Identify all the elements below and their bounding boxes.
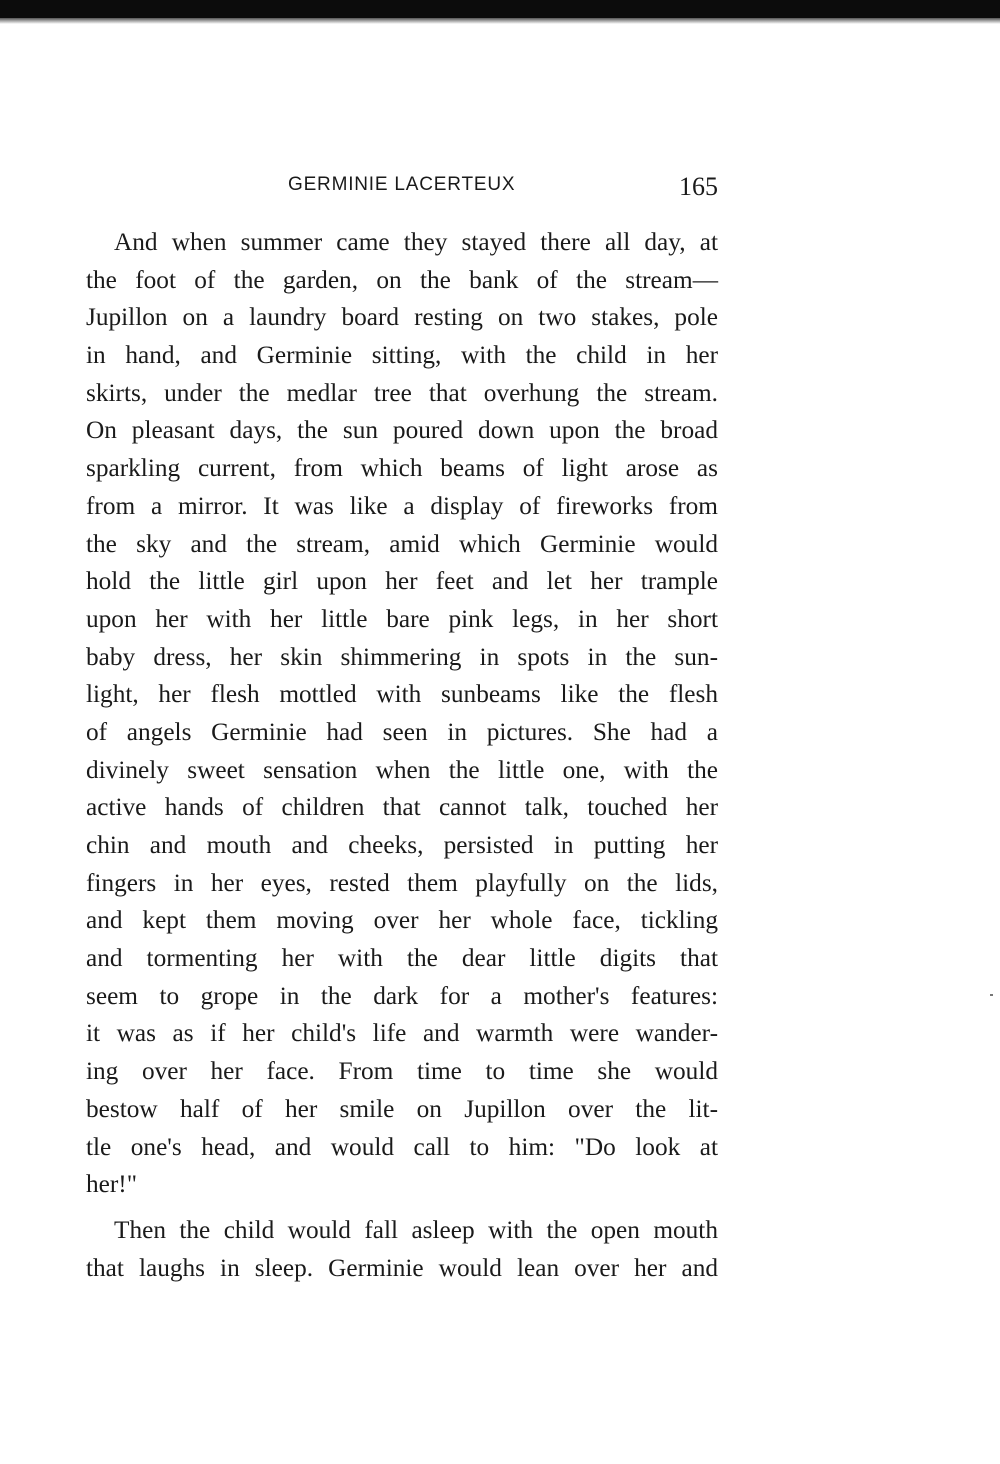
running-title: GERMINIE LACERTEUX [288,174,516,195]
text-line: bestow half of her smile on Jupillon over the lit- [86,1094,718,1123]
text-line: On pleasant days, the sun poured down upon the broad [86,416,718,445]
scan-border-shadow [0,18,1000,24]
text-line: active hands of children that cannot talk, touched her [86,793,718,822]
text-line: tle one's head, and would call to him: "Do look at [86,1132,718,1161]
text-line: seem to grope in the dark for a mother's features: [86,981,718,1010]
text-line: sparkling current, from which beams of light arose as [86,454,718,483]
text-line: upon her with her little bare pink legs, in her short [86,604,718,633]
page-number: 165 [679,172,718,201]
text-line: that laughs in sleep. Germinie would lean over her and [86,1253,718,1282]
text-line: in hand, and Germinie sitting, with the child in her [86,341,718,370]
text-line: Jupillon on a laundry board resting on two stakes, pole [86,303,718,332]
text-line: and kept them moving over her whole face, tickling [86,906,718,935]
body-text [86,224,718,1287]
text-line: light, her flesh mottled with sunbeams like the flesh [86,680,718,709]
running-head [86,172,720,204]
text-line: chin and mouth and cheeks, persisted in putting her [86,831,718,859]
text-line: from a mirror. It was like a display of fireworks from [86,491,718,520]
text-line: her!" [86,1170,138,1199]
text-line: of angels Germinie had seen in pictures. She had a [86,717,718,746]
text-line: hold the little girl upon her feet and let her trample [86,567,718,596]
paragraph-gap [86,1204,718,1212]
scan-border-top [0,0,1000,18]
text-line: the foot of the garden, on the bank of the stream— [86,265,718,294]
scan-speck [990,994,993,996]
text-line: it was as if her child's life and warmth were wander- [86,1019,718,1048]
text-line: baby dress, her skin shimmering in spots in the sun- [86,642,718,671]
text-line: divinely sweet sensation when the little one, with the [86,755,718,784]
text-line: fingers in her eyes, rested them playfully on the lids, [86,868,718,897]
text-line: the sky and the stream, amid which Germinie would [86,529,718,558]
text-line: skirts, under the medlar tree that overhung the stream. [86,378,718,407]
paragraph [86,1212,718,1287]
text-line: Then the child would fall asleep with the open mouth [114,1215,718,1244]
paragraph [86,224,718,1204]
text-line: ing over her face. From time to time she would [86,1057,718,1086]
text-line: And when summer came they stayed there all day, at [114,228,718,256]
text-line: and tormenting her with the dear little digits that [86,944,718,973]
